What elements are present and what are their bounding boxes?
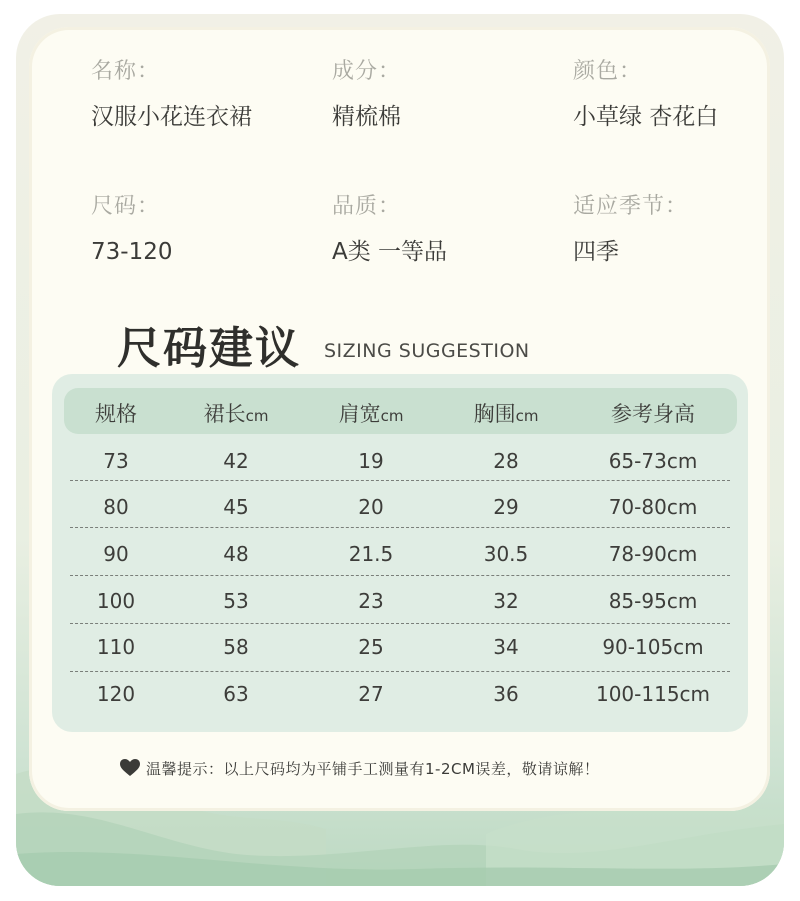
table-cell: 23	[358, 589, 384, 613]
info-name-label: 名称：	[91, 59, 161, 84]
info-season-value: 四季	[573, 239, 619, 265]
header-shoulder-width: 肩宽cm	[338, 402, 404, 426]
sizing-subtitle: SIZING SUGGESTION	[324, 340, 530, 362]
header-skirt-length: 裙长cm	[203, 402, 269, 426]
table-cell: 29	[493, 495, 519, 519]
table-cell: 48	[223, 542, 249, 566]
table-cell: 90-105cm	[602, 635, 704, 659]
table-cell: 30.5	[483, 542, 529, 566]
info-name-value: 汉服小花连衣裙	[91, 104, 252, 130]
table-cell: 25	[358, 635, 384, 659]
sizing-title: 尺码建议	[117, 323, 301, 374]
measurement-note	[120, 758, 599, 779]
table-cell: 70-80cm	[608, 495, 698, 519]
info-season-label: 适应季节：	[573, 194, 689, 219]
table-cell: 20	[358, 495, 384, 519]
info-color-value: 小草绿 杏花白	[573, 104, 719, 130]
table-cell: 45	[223, 495, 249, 519]
table-cell: 110	[96, 635, 136, 659]
row-divider	[70, 623, 730, 624]
table-cell: 53	[223, 589, 249, 613]
info-material	[332, 57, 562, 132]
info-season	[573, 192, 800, 267]
info-quality-label: 品质：	[332, 194, 402, 219]
info-size-value: 73-120	[91, 239, 173, 265]
table-cell: 100-115cm	[595, 682, 711, 706]
info-name	[91, 57, 321, 132]
row-divider	[70, 480, 730, 481]
info-size	[91, 192, 321, 267]
info-color	[573, 57, 800, 132]
row-divider	[70, 671, 730, 672]
heart-icon	[120, 759, 140, 777]
info-material-value: 精梳棉	[332, 104, 401, 130]
info-material-label: 成分：	[332, 59, 402, 84]
table-cell: 19	[358, 449, 384, 473]
info-size-label: 尺码：	[91, 194, 161, 219]
table-cell: 34	[493, 635, 519, 659]
table-cell: 28	[493, 449, 519, 473]
table-cell: 90	[103, 542, 129, 566]
table-cell: 100	[96, 589, 136, 613]
info-quality-value: A类 一等品	[332, 239, 448, 265]
table-cell: 63	[223, 682, 249, 706]
header-chest: 胸围cm	[473, 402, 539, 426]
table-cell: 58	[223, 635, 249, 659]
row-divider	[70, 527, 730, 528]
table-cell: 27	[358, 682, 384, 706]
table-cell: 32	[493, 589, 519, 613]
table-cell: 120	[96, 682, 136, 706]
row-divider	[70, 575, 730, 576]
note-text: 温馨提示：以上尺码均为平铺手工测量有1-2CM误差，敬请谅解！	[146, 760, 600, 778]
header-reference-height: 参考身高	[611, 402, 695, 426]
header-spec: 规格	[95, 402, 137, 426]
table-cell: 73	[103, 449, 129, 473]
table-cell: 80	[103, 495, 129, 519]
table-cell: 78-90cm	[608, 542, 698, 566]
table-cell: 36	[493, 682, 519, 706]
table-cell: 42	[223, 449, 249, 473]
table-cell: 65-73cm	[608, 449, 698, 473]
info-color-label: 颜色：	[573, 59, 643, 84]
table-cell: 21.5	[348, 542, 394, 566]
info-quality	[332, 192, 562, 267]
table-cell: 85-95cm	[608, 589, 698, 613]
